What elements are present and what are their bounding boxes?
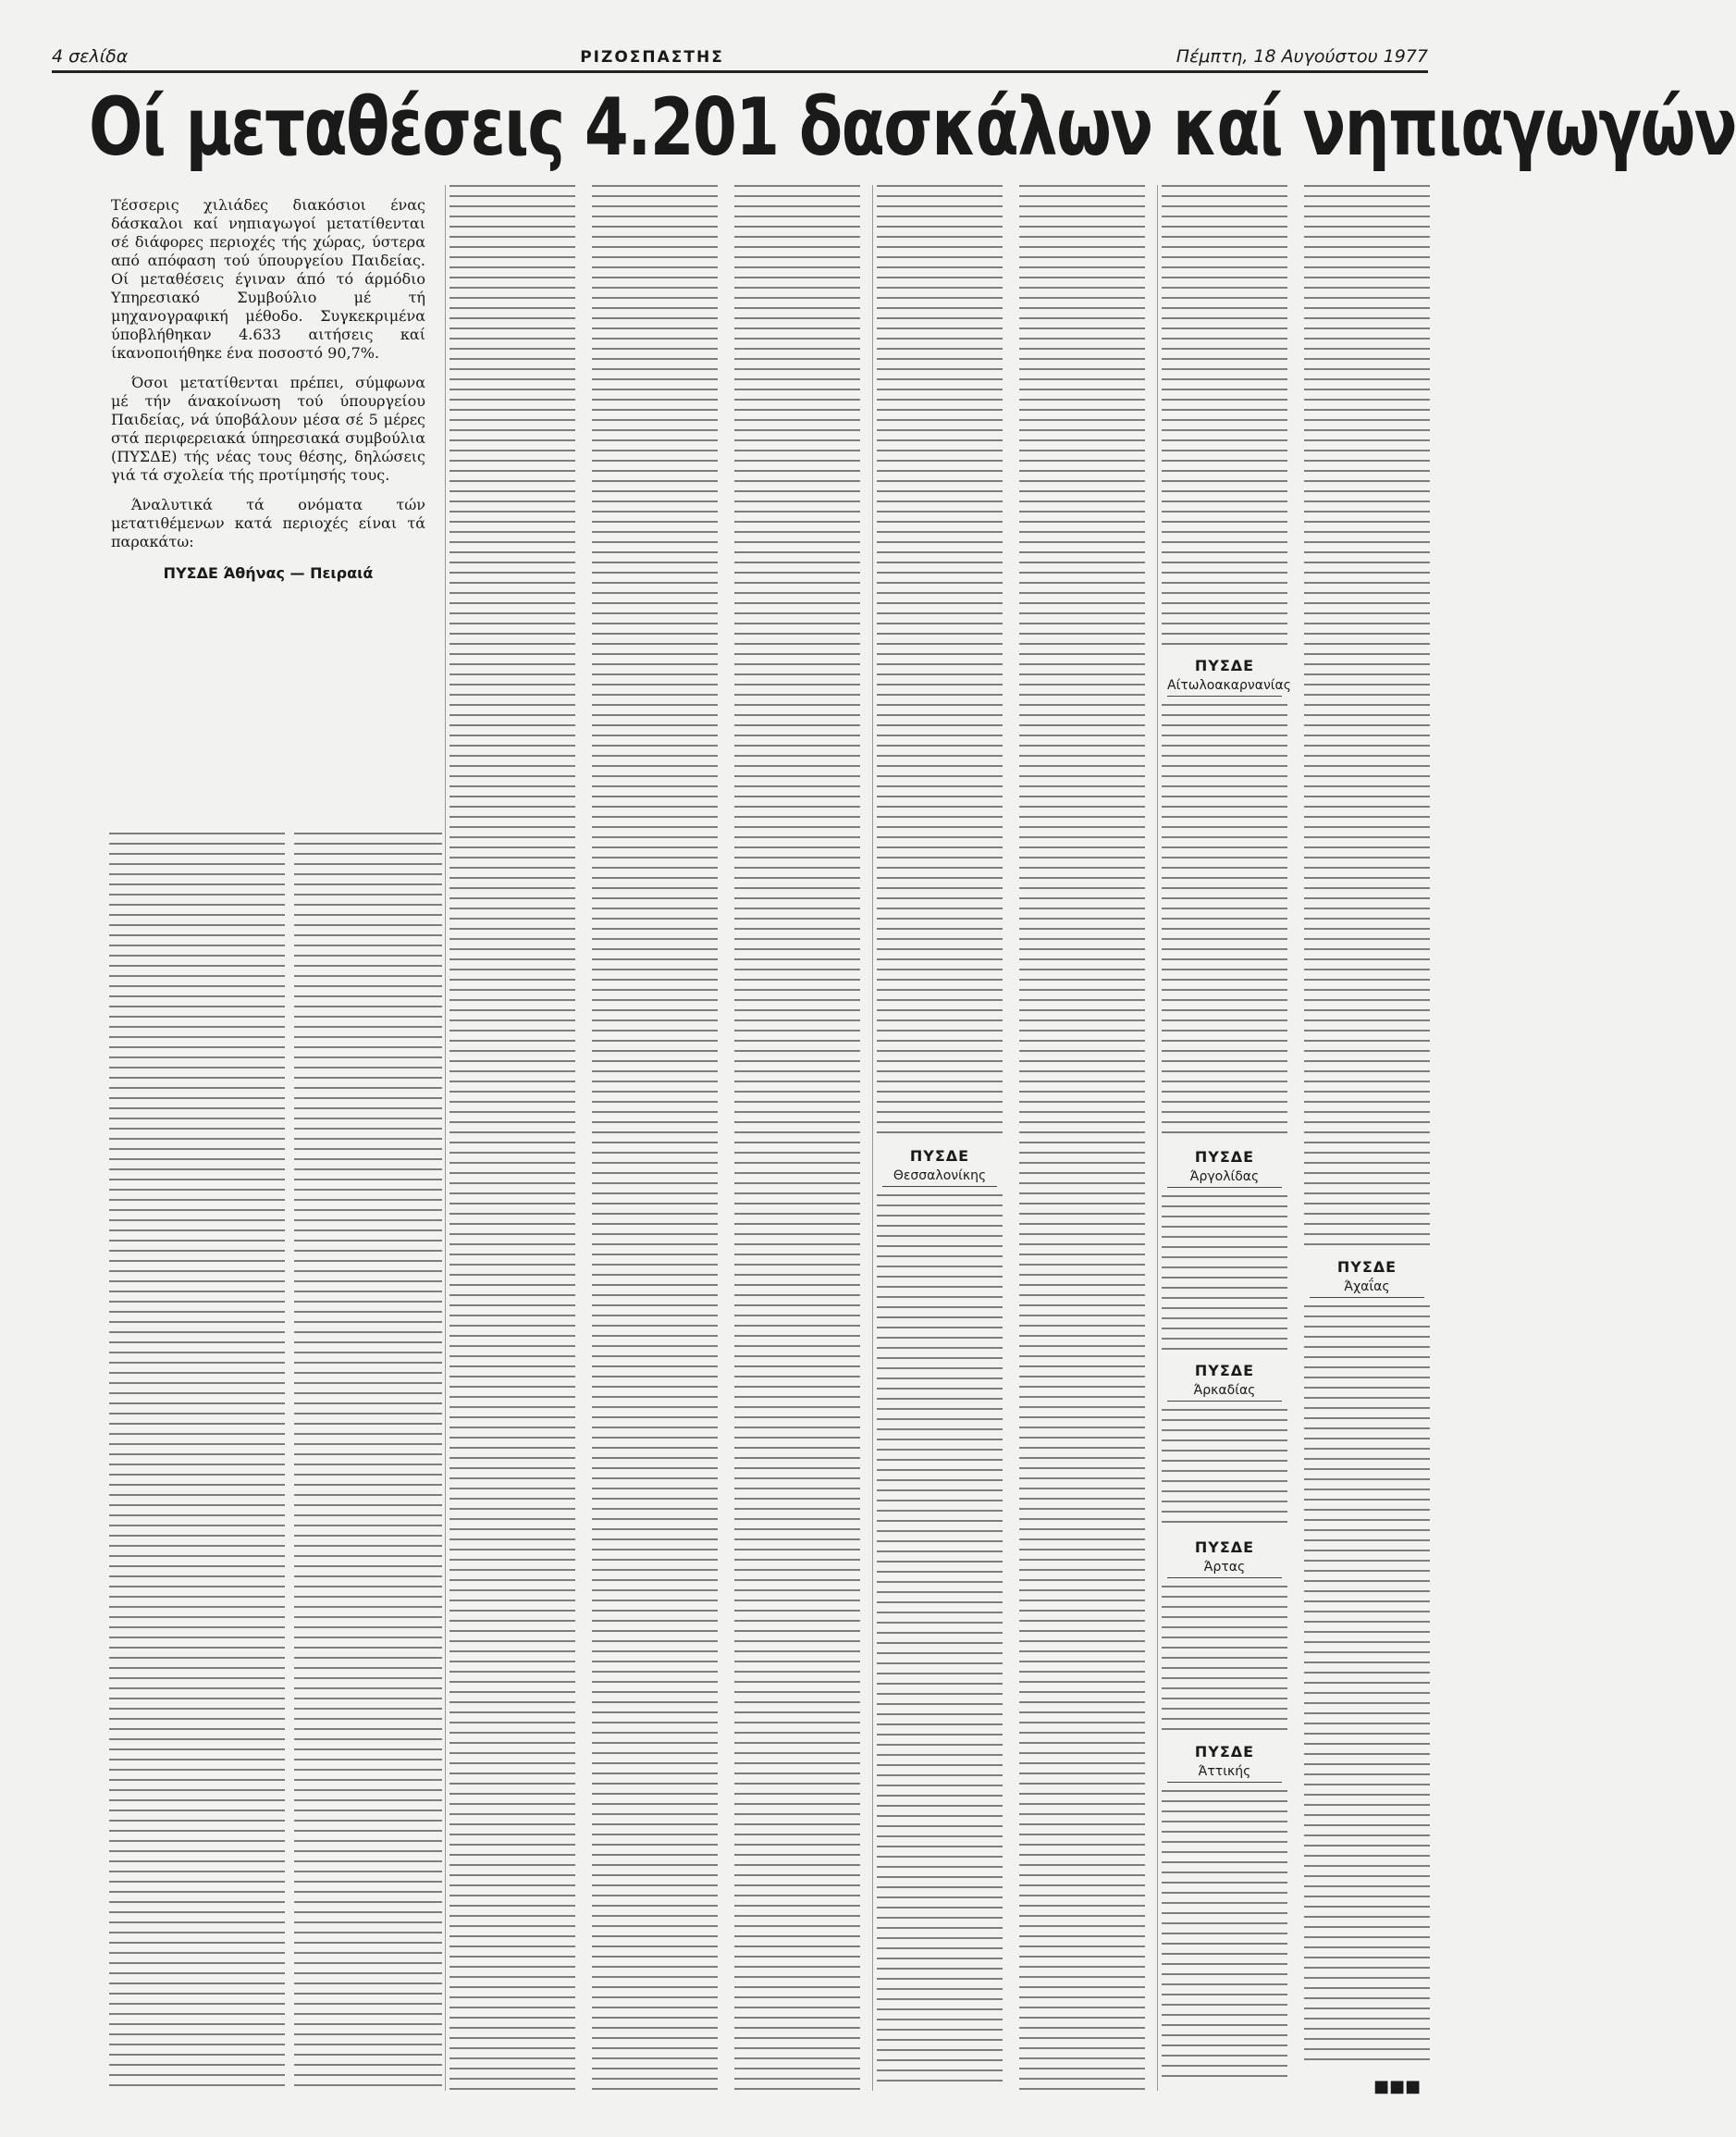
column-rule — [1157, 185, 1158, 2091]
section-heading-label: ΠΥΣΔΕ — [1194, 1743, 1255, 1760]
text-column-2 — [449, 185, 575, 2091]
end-mark: ■■■ — [1373, 2077, 1421, 2096]
text-column-7 — [1162, 185, 1291, 2091]
text-column-5 — [877, 185, 1003, 2091]
column-rule — [445, 185, 446, 2091]
text-column-4 — [734, 185, 860, 2091]
headline: Οί μεταθέσεις 4.201 δασκάλων καί νηπιαγωγών — [89, 81, 1736, 174]
section-heading-arkadia: Άρκαδίας — [1167, 1383, 1282, 1402]
section-heading-attiki: Άττικής — [1167, 1764, 1282, 1783]
column-rule — [872, 185, 873, 2091]
masthead: ΡΙΖΟΣΠΑΣΤΗΣ — [580, 48, 724, 67]
text-column-6 — [1019, 185, 1145, 2091]
section-heading-arta: Άρτας — [1167, 1560, 1282, 1578]
section-heading-aitoloakarnania: Αίτωλοακαρνανίας — [1167, 678, 1282, 697]
intro-paragraph-2: Όσοι μετατίθενται πρέπει, σύμφωνα μέ τήν άνακοίνωση τού ύπουργείου Παιδείας, νά ύποβάλουν μέσα σέ 5 μέρες στά περιφερειακά ύπηρεσιακά συμβούλια (ΠΥΣΔΕ) τής νέας τους θέσης, δηλώσεις γιά τά σχολεία τής προτίμησής τους. — [111, 374, 425, 484]
page-number: 4 σελίδα — [52, 46, 129, 67]
section-heading-athens: ΠΥΣΔΕ Άθήνας — Πειραιά — [163, 564, 374, 582]
section-heading-achaia: Άχαΐας — [1310, 1279, 1424, 1298]
section-heading-thessaloniki: Θεσσαλονίκης — [882, 1168, 997, 1187]
intro-text — [111, 196, 425, 590]
section-heading-argolida: Άργολίδας — [1167, 1169, 1282, 1188]
text-column-1b — [294, 833, 442, 2091]
text-column-8 — [1304, 185, 1430, 2091]
section-heading-label: ΠΥΣΔΕ — [1194, 657, 1255, 674]
running-header — [52, 31, 1428, 73]
section-heading-label: ΠΥΣΔΕ — [1194, 1148, 1255, 1166]
intro-paragraph-3: Άναλυτικά τά ονόματα τών μετατιθέμενων κατά περιοχές είναι τά παρακάτω: — [111, 496, 425, 550]
section-heading-label: ΠΥΣΔΕ — [1194, 1538, 1255, 1556]
text-column-1a — [109, 833, 285, 2091]
section-heading-label: ΠΥΣΔΕ — [1194, 1362, 1255, 1379]
intro-paragraph-1: Τέσσερις χιλιάδες διακόσιοι ένας δάσκαλοι καί νηπιαγωγοί μετατίθενται σέ διάφορες περιοχές τής χώρας, ύστερα από απόφαση τού ύπουργείου Παιδείας. Οί μεταθέσεις έγιναν άπό τό άρμόδιο Υπηρεσιακό Συμβούλιο μέ τή μηχανογραφική μέθοδο. Συγκεκριμένα ύποβλήθηκαν 4.633 αιτήσεις καί ίκανοποιήθηκε ένα ποσοστό 90,7%. — [111, 196, 425, 362]
section-heading-label: ΠΥΣΔΕ — [1336, 1258, 1397, 1276]
section-heading-label: ΠΥΣΔΕ — [909, 1147, 970, 1165]
issue-date: Πέμπτη, 18 Αυγούστου 1977 — [1176, 46, 1428, 67]
text-column-3 — [592, 185, 718, 2091]
